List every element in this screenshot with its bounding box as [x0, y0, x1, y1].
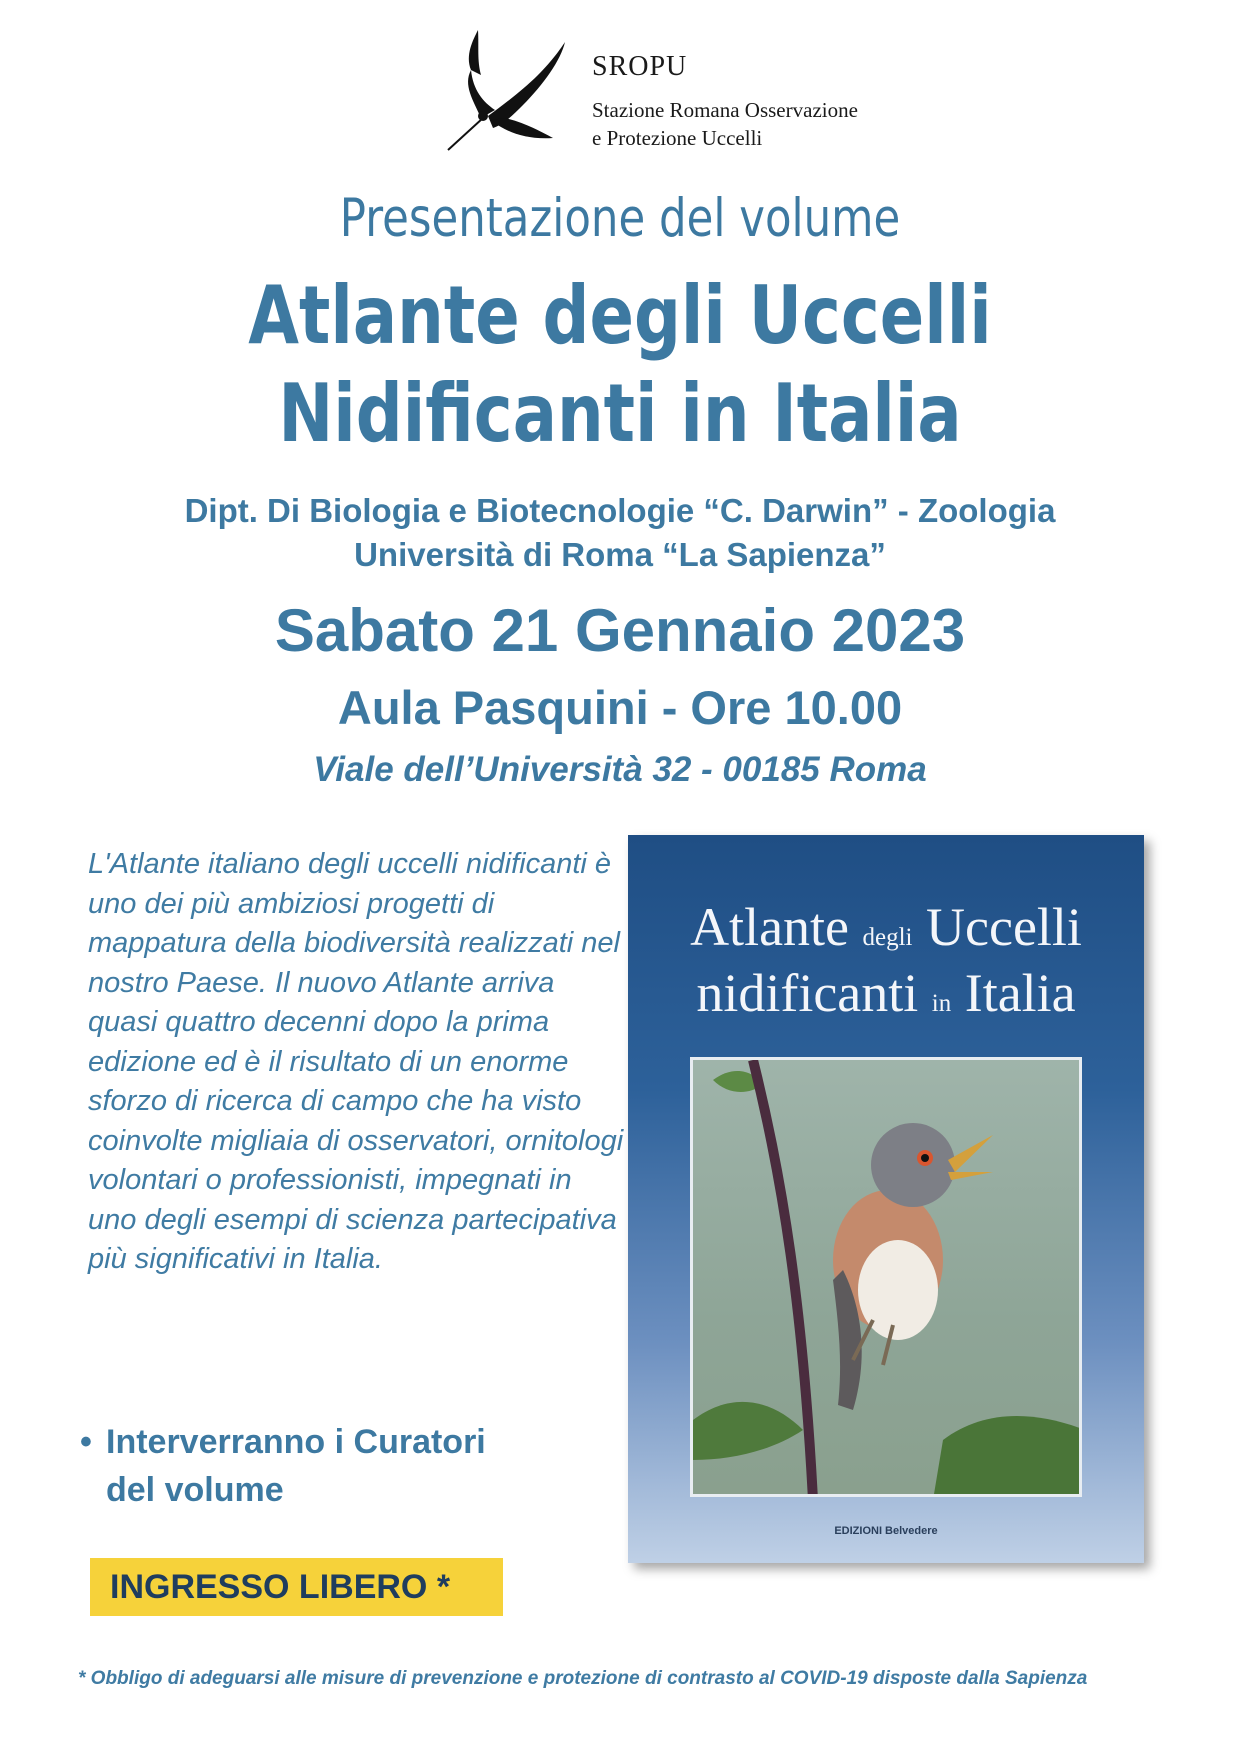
org-acronym: SROPU: [592, 51, 688, 82]
org-name: [592, 96, 858, 152]
book-title-line1: [628, 897, 1144, 968]
event-address: Viale dell’Università 32 - 00185 Roma: [313, 750, 927, 789]
book-title-word: Atlante: [690, 897, 850, 957]
covid-footnote: * Obbligo di adeguarsi alle misure di prevenzione e protezione di contrasto al COVID-19 disposte dalla Sapienza: [78, 1668, 1088, 1689]
publisher-logo: EDIZIONI Belvedere: [834, 1525, 938, 1537]
bullet-line2: del volume: [106, 1471, 284, 1509]
org-name-line1: Stazione Romana Osservazione: [592, 98, 858, 122]
book-title-word: nidificanti: [696, 963, 919, 1023]
dept-line2: Università di Roma “La Sapienza”: [354, 536, 886, 573]
swallow-logo-icon: [443, 30, 573, 155]
bullet-line1: Interverranno i Curatori: [106, 1423, 486, 1461]
event-venue-time: Aula Pasquini - Ore 10.00: [337, 681, 903, 734]
org-block: [592, 50, 858, 152]
description: L'Atlante italiano degli uccelli nidificanti è uno dei più ambiziosi progetti di mappatura della biodiversità realizzati nel nostro Paese. Il nuovo Atlante arriva quasi quattro decenni dopo la prima edizione ed è il risultato di un enorme sforzo di ricerca di campo che ha visto coinvolte migliaia di osservatori, ornitologi volontari o professionisti, impegnati in uno degli esempi di scienza partecipativa più significativi in Italia.: [88, 848, 624, 1275]
free-entry-badge: INGRESSO LIBERO *: [90, 1558, 503, 1616]
org-name-line2: e Protezione Uccelli: [592, 126, 763, 150]
speakers-bullet: [80, 1418, 486, 1514]
book-cover: [628, 835, 1144, 1563]
title-line1: Atlante degli Uccelli: [248, 269, 992, 362]
book-title-word: Uccelli: [926, 897, 1082, 957]
book-title-line2: [628, 963, 1144, 1034]
pretitle: Presentazione del volume: [339, 188, 901, 249]
title-line2: Nidificanti in Italia: [278, 367, 962, 460]
event-date: Sabato 21 Gennaio 2023: [274, 597, 966, 664]
bullet-marker: •: [80, 1423, 92, 1461]
bird-photo-icon: [690, 1057, 1082, 1497]
book-title-word: Italia: [964, 963, 1076, 1023]
book-title-word: in: [931, 990, 952, 1017]
department: [0, 489, 1240, 577]
book-title-word: degli: [862, 924, 913, 951]
dept-line1: Dipt. Di Biologia e Biotecnologie “C. Darwin” - Zoologia: [184, 492, 1056, 529]
